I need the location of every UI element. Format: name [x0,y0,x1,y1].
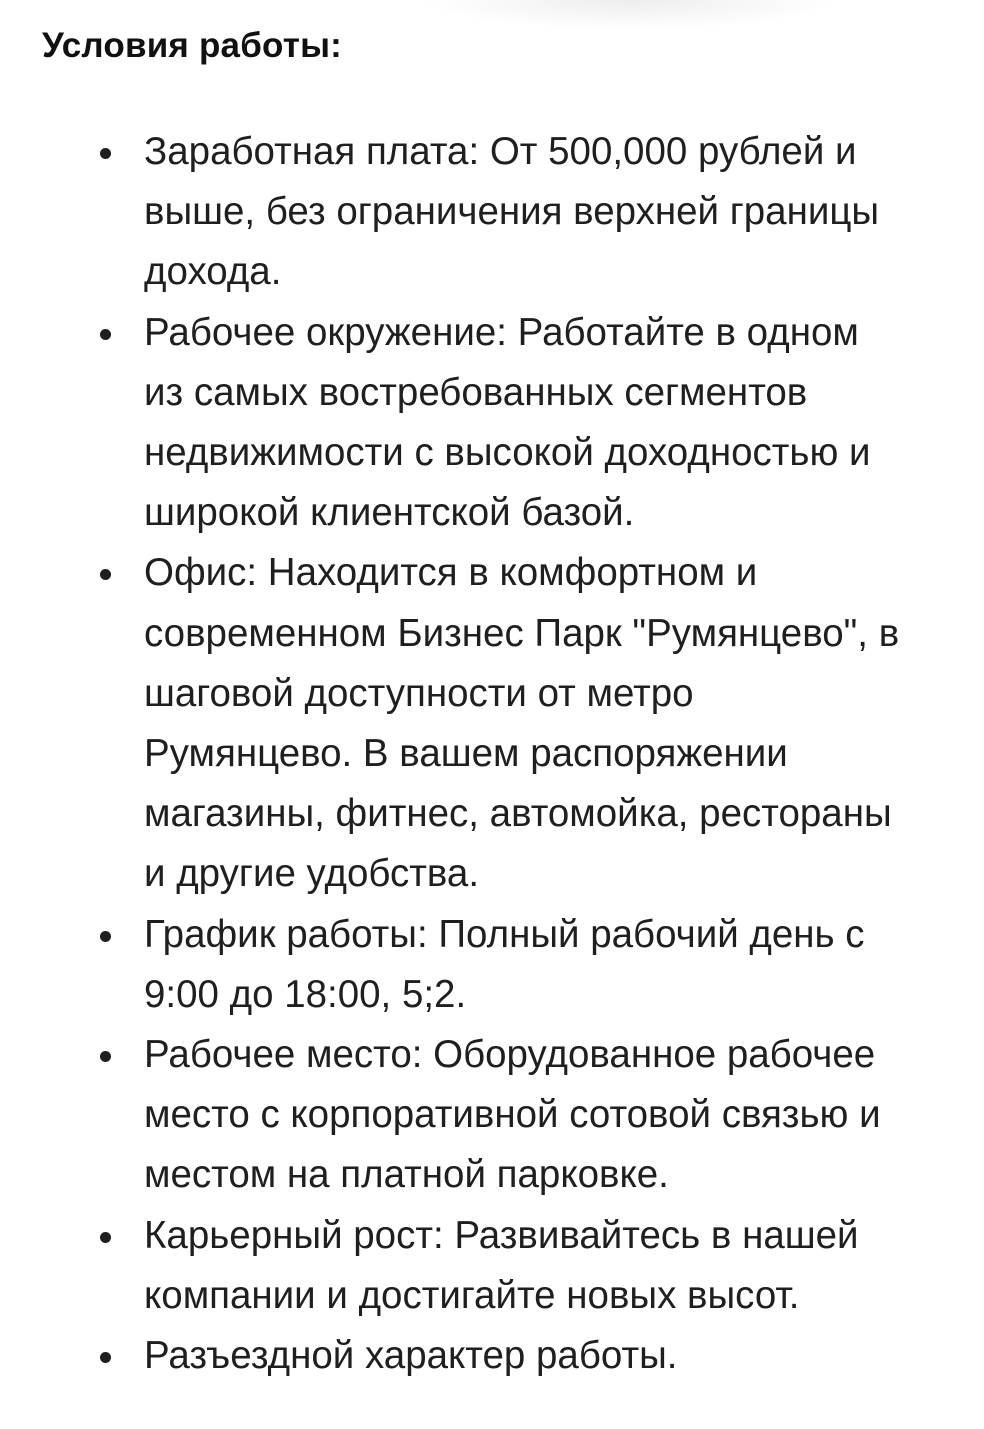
item-line: Румянцево. В вашем распоряжении [144,732,788,776]
item-line: магазины, фитнес, автомойка, рестораны [144,792,892,836]
item-line: 9:00 до 18:00, 5;2. [144,972,467,1016]
list-item [0,543,984,904]
item-line: График работы: Полный рабочий день с [144,912,865,956]
item-line: из самых востребованных сегментов [144,370,808,414]
item-line: компании и достигайте новых высот. [144,1273,800,1317]
list-item [0,122,984,303]
bullet-icon [100,1051,111,1062]
list-item [0,1025,984,1206]
item-line: и другие удобства. [144,852,480,896]
item-line: Рабочее место: Оборудованное рабочее [144,1033,876,1077]
item-line: Офис: Находится в комфортном и [144,551,758,595]
item-line: Разъездной характер работы. [144,1334,678,1378]
item-line: современном Бизнес Парк "Румянцево", в [144,611,900,655]
list-item [0,905,984,1025]
bullet-icon [100,1232,111,1243]
conditions-list [0,122,984,1386]
list-item [0,1326,984,1386]
item-line: местом на платной парковке. [144,1153,669,1197]
section-heading: Условия работы: [42,26,343,65]
item-line: выше, без ограничения верхней границы [144,190,880,234]
item-line: шаговой доступности от метро [144,671,694,715]
item-line: дохода. [144,250,282,294]
item-line: недвижимости с высокой доходностью и [144,431,871,475]
item-line: широкой клиентской базой. [144,491,635,535]
bullet-icon [100,1352,111,1363]
bullet-icon [100,148,111,159]
item-line: Рабочее окружение: Работайте в одном [144,310,859,354]
bullet-icon [100,329,111,340]
item-line: место с корпоративной сотовой связью и [144,1093,881,1137]
item-line: Заработная плата: От 500,000 рублей и [144,130,857,173]
top-shadow-decoration [420,0,840,30]
bullet-icon [100,569,111,580]
bullet-icon [100,931,111,942]
list-item [0,1206,984,1326]
item-line: Карьерный рост: Развивайтесь в нашей [144,1213,859,1257]
list-item [0,303,984,544]
